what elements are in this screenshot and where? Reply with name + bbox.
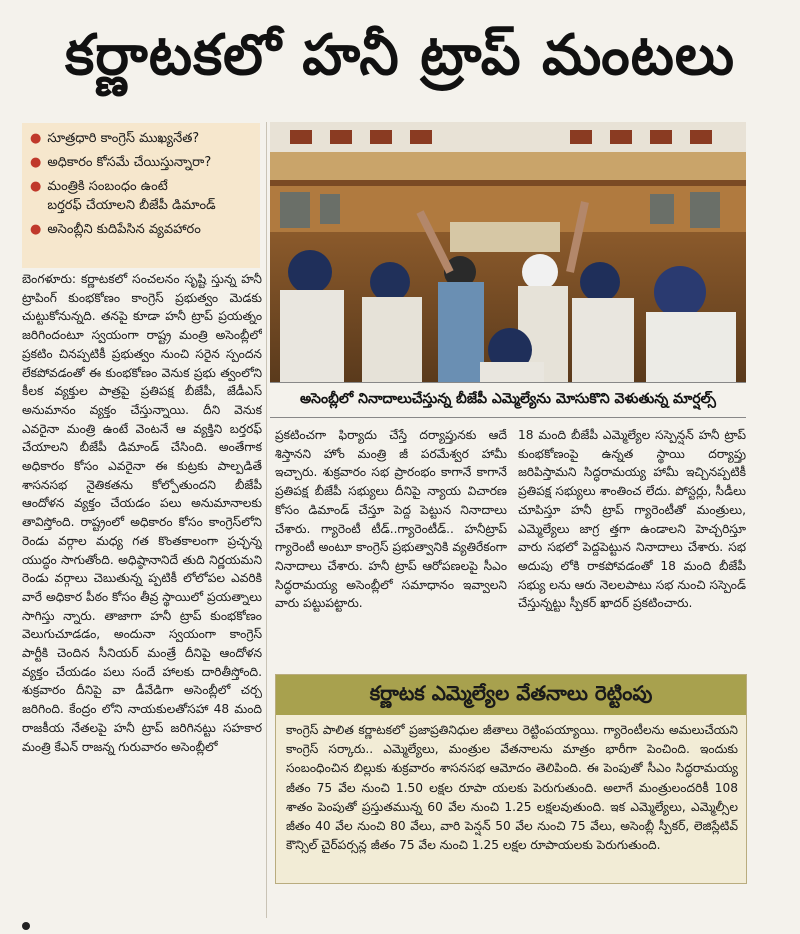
highlight-text: సూత్రధారి కాంగ్రెస్ ముఖ్యనేత? bbox=[47, 131, 200, 146]
highlight-item bbox=[30, 129, 254, 148]
article-column-1: బెంగళూరు: కర్ణాటకలో సంచలనం సృష్టి స్తున్న హనీ ట్రాపింగ్ కుంభకోణం కాంగ్రెస్ ప్రభుత్వం మెడకు చుట్టుకోనున్నది. తనపై కూడా హనీ ట్రాప్ ప్రయత్నం జరిగిందంటూ స్వయంగా రాష్ట్ర మంత్రి అసెంబ్లీలో ప్రకటిం చినప్పటికీ ప్రభుత్వం నుంచి సరైన స్పందన లేకపోవడంతో ఈ కుంభకోణం వెనుక ప్రభు త్వంలోని కీలక వ్యక్తుల పాత్రపై ప్రతిపక్ష బీజేపీ, జేడీఎస్ అనుమానం వ్యక్తం చేస్తున్నాయి. దీని వెనుక ఎవరైనా మంత్రి ఉంటే వెంటనే ఆ వ్యక్తిని బర్తరఫ్ చేయాలని బీజేపీ డిమాండ్ చేసింది. అంతేగాక అధికారం కోసం ఎవరైనా ఈ కుట్రకు పాల్పడితే శాసనసభ నైతికతను కోల్పోతుందని బీజేపీ ఆందోళన వ్యక్తం చేయడం పలు అనుమానాలకు తావిస్తోంది. రాష్ట్రంలో అధికారం కోసం కాంగ్రెస్‌లోని రెండు వర్గాల మధ్య గత కొంతకాలంగా ప్రచ్ఛన్న యుద్ధం సాగుతోంది. అధిష్ఠానానిదే తుది నిర్ణయమని రెండు వర్గాలు చెబుతున్న ప్పటికీ లోలోపల ఎవరికి వారే అధికార పీఠం కోసం తీవ్ర స్థాయిలో ప్రయత్నాలు సాగిస్తు న్నారు. తాజాగా హనీ ట్రాప్ కుంభకోణం వెలుగుచూడడం, అందునా స్వయంగా కాంగ్రెస్ పార్టీకి చెందిన సీనియర్ మంత్రే దీనిపై ఆందోళన వ్యక్తం చేయడం పలు సందే హాలకు దారితీస్తోంది. శుక్రవారం దీనిపై వా డీవేడిగా అసెంబ్లీలో చర్చ జరిగింది. కేంద్రం లోని నాయకులతోసహా 48 మంది రాజకీయ నేతలపై హనీ ట్రాప్ జరిగినట్టు సహకార మంత్రి కేఎన్ రాజన్న గురువారం అసెంబ్లీలో bbox=[22, 272, 262, 754]
bullet-dot-icon: ● bbox=[30, 155, 42, 170]
article-column-3: 18 మంది బీజేపీ ఎమ్మెల్యేల సస్పెన్షన్ హనీ ట్రాప్ కుంభకోణంపై ఉన్నత స్థాయి దర్యాప్తు జరిపిస్తామని సిద్ధరామయ్య హామీ ఇచ్చినప్పటికీ ప్రతిపక్ష సభ్యులు శాంతించ లేదు. పోస్టర్లు, సీడీలు చూపిస్తూ హనీ ట్రాప్ గ్యారెంటీతో మంత్రులు, ఎమ్మెల్యేలు జాగ్ర త్తగా ఉండాలని హెచ్చరిస్తూ వారు సభలో పెద్దపెట్టున నినాదాలు చేశారు. సభ అదుపు లోకి రాకపోవడంతో 18 మంది బీజేపీ సభ్యు లను ఆరు నెలలపాటు సభ నుంచి సస్పెండ్ చేస్తున్నట్టు స్పీకర్ ఖాదర్ ప్రకటించారు. bbox=[518, 428, 746, 611]
salary-sidebar-box bbox=[275, 674, 747, 884]
salary-box-body: కాంగ్రెస్ పాలిత కర్ణాటకలో ప్రజాప్రతినిధుల జీతాలు రెట్టింపయ్యాయి. గ్యారెంటీలను అమలుచేయని కాంగ్రెస్ సర్కారు.. ఎమ్మెల్యేలు, మంత్రుల వేతనాలను మాత్రం భారీగా పెంచింది. ఇందుకు సంబంధించిన బిల్లుకు శుక్రవారం శాసనసభ ఆమోదం తెలిపింది. ఈ పెంపుతో సీఎం సిద్ధరామయ్య జీతం 75 వేల నుంచి 1.50 లక్షల రూపా యలకు పెరుగుతుంది. అలాగే మంత్రులందరికీ 108 శాతం పెంపుతో ప్రస్తుతమున్న 60 వేల నుంచి 1.25 లక్షలవుతుంది. ఇక ఎమ్మెల్యేలు, ఎమ్మెల్సీల జీతం 40 వేల నుంచి 80 వేలు, వారి పెన్షన్ 50 వేల నుంచి 75 వేలు, అసెంబ్లీ స్పీకర్, లెజిస్లేటివ్ కౌన్సిల్ చైర్‌పర్సన్ల జీతం 75 వేల నుంచి 1.25 లక్షల రూపాయలకు పెరుగుతుంది. bbox=[286, 723, 738, 853]
photo-caption: అసెంబ్లీలో నినాదాలుచేస్తున్న బీజేపీ ఎమ్మెల్యేను మోసుకొని వెళుతున్న మార్షల్స్ bbox=[270, 382, 746, 418]
highlight-line: మంత్రికి సంబంధం ఉంటే bbox=[47, 179, 168, 194]
headline: కర్ణాటకలో హనీ ట్రాప్ మంటలు bbox=[65, 23, 735, 88]
highlight-line: బర్తరఫ్ చేయాలని బీజేపీ డిమాండ్ bbox=[47, 198, 216, 213]
highlights-box bbox=[22, 123, 260, 268]
bullet-dot-icon: ● bbox=[30, 131, 42, 146]
highlight-text bbox=[47, 177, 215, 215]
highlight-item bbox=[30, 177, 254, 215]
bullet-dot-icon: ● bbox=[30, 222, 42, 237]
highlight-text: అసెంబ్లీని కుదిపేసిన వ్యవహారం bbox=[47, 222, 201, 237]
article-column-2: ప్రకటించగా ఫిర్యాదు చేస్తే దర్యాప్తునకు ఆదే శిస్తానని హోం మంత్రి జీ పరమేశ్వర హామీ ఇచ్చారు. శుక్రవారం సభ ప్రారంభం కాగానే కాగానే ప్రతిపక్ష బీజేపీ సభ్యులు దీనిపై న్యాయ విచారణ కోసం డిమాండ్ చేస్తూ పెద్ద పెట్టున నినాదాలు చేశారు. గ్యారెంటీ టీడ్..గ్యారెంటీడ్.. హనీట్రాప్ గ్యారెంటీ అంటూ కాంగ్రెస్ ప్రభుత్వానికి వ్యతిరేకంగా నినాదాలు చేశారు. హనీ ట్రాప్ ఆరోపణలపై సీఎం సిద్ధరామయ్య అసెంబ్లీలో సమాధానం ఇవ్వాలని వారు పట్టుపట్టారు. bbox=[275, 428, 507, 611]
assembly-photo bbox=[270, 122, 746, 382]
column-divider bbox=[266, 122, 267, 918]
highlight-text: అధికారం కోసమే చేయిస్తున్నారా? bbox=[47, 155, 212, 170]
bullet-dot-icon: ● bbox=[30, 179, 42, 194]
page-footer bbox=[22, 922, 778, 930]
highlight-item bbox=[30, 153, 254, 172]
page-marker-icon bbox=[22, 922, 30, 930]
highlight-item bbox=[30, 220, 254, 239]
salary-box-title: కర్ణాటక ఎమ్మెల్యేల వేతనాలు రెట్టింపు bbox=[276, 675, 746, 715]
